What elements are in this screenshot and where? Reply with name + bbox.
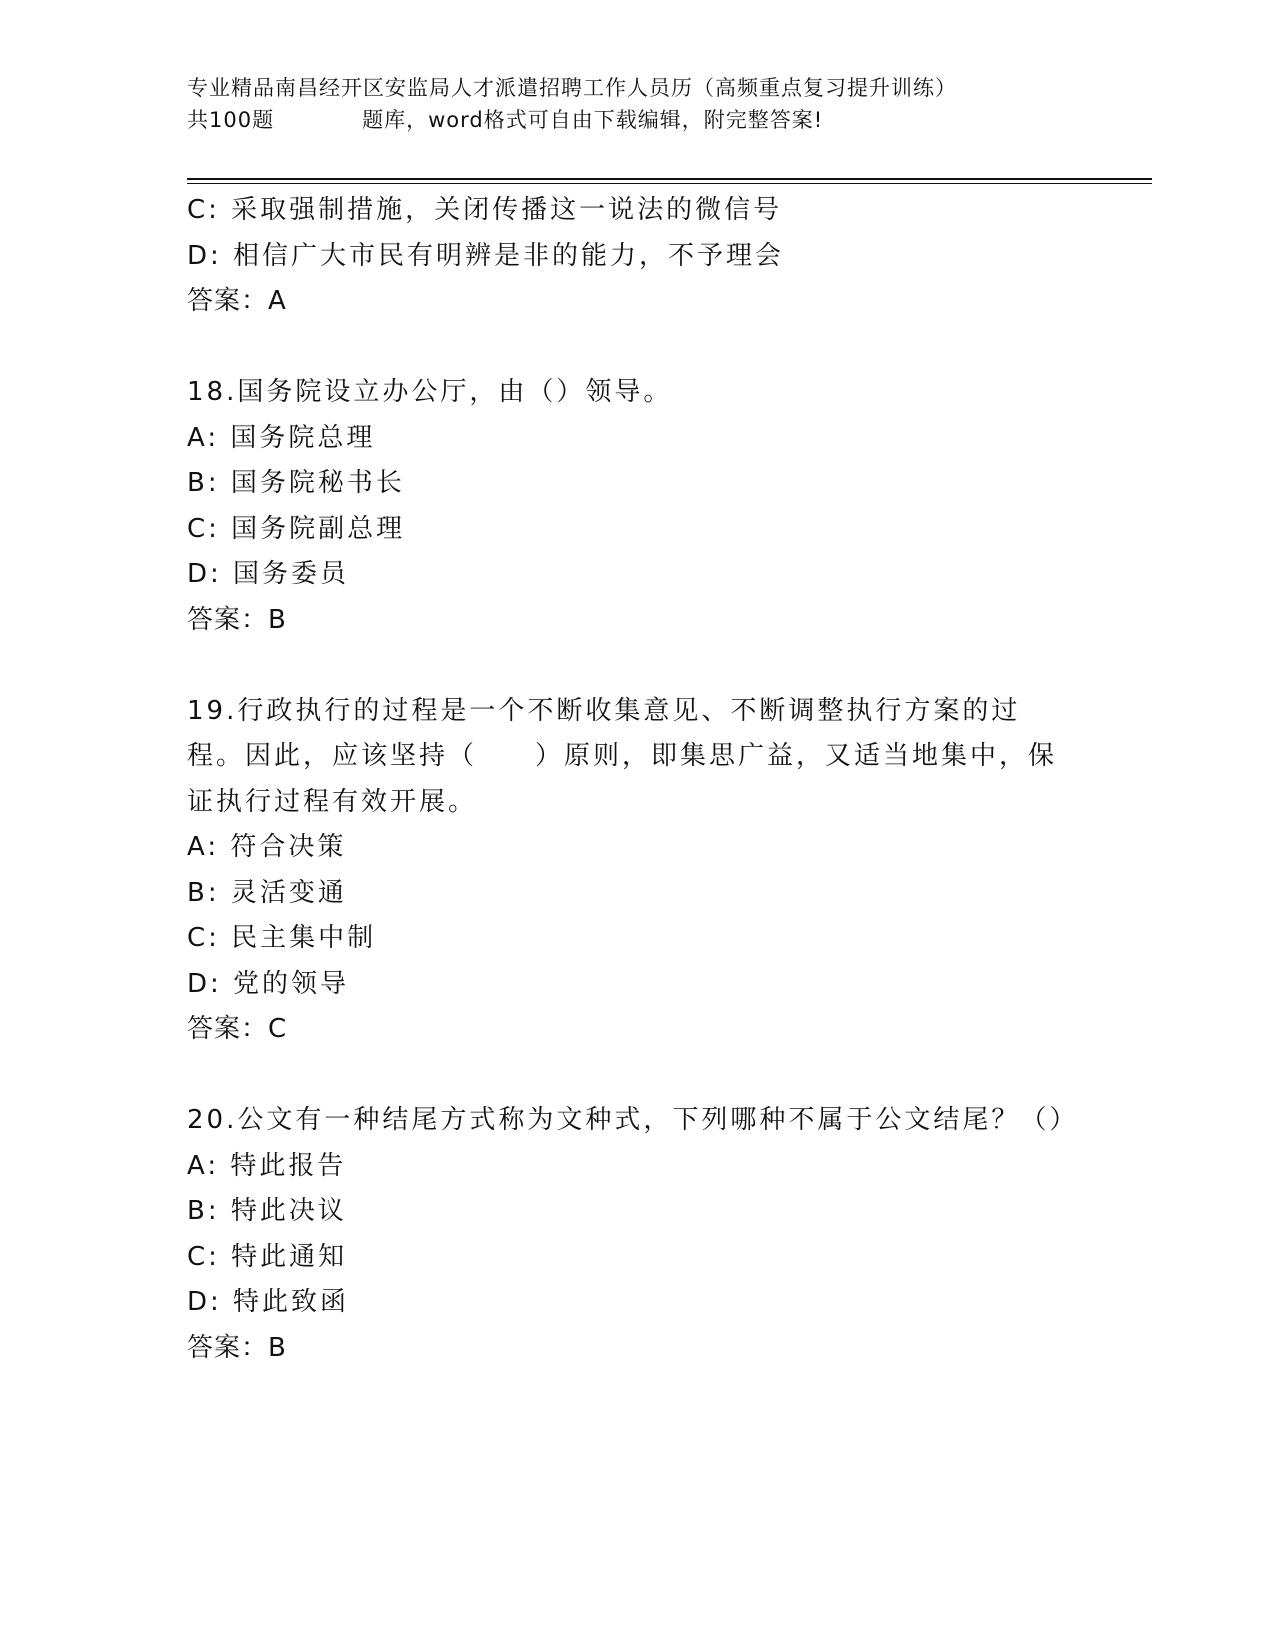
option-d: D: 党的领导 (187, 968, 350, 999)
option-b: B: 特此决议 (187, 1196, 347, 1226)
answer-line: 答案：A (187, 286, 287, 316)
question-stem: 20.公文有一种结尾方式称为文种式，下列哪种不属于公文结尾？（） (187, 1105, 1079, 1135)
answer-line: 答案：B (187, 604, 287, 635)
header-divider (187, 178, 1152, 184)
option-a: A: 符合决策 (187, 832, 347, 862)
question-carryover (187, 188, 1067, 325)
option-c: C: 民主集中制 (187, 923, 377, 953)
question-stem: 18.国务院设立办公厅，由（）领导。 (187, 377, 673, 407)
document-subtitle: 共100题 题库，word格式可自由下载编辑，附完整答案! (187, 108, 824, 132)
answer-line: 答案：C (187, 1014, 288, 1044)
option-d: D: 相信广大市民有明辨是非的能力，不予理会 (187, 240, 785, 271)
question-list (187, 188, 1079, 1371)
question-20 (187, 1098, 1079, 1371)
page-header (187, 72, 1087, 136)
option-d: D: 特此致函 (187, 1287, 350, 1317)
option-c: C: 采取强制措施，关闭传播这一说法的微信号 (187, 195, 783, 225)
question-19 (187, 689, 1067, 1053)
option-b: B: 灵活变通 (187, 877, 347, 908)
option-c: C: 特此通知 (187, 1241, 348, 1272)
question-18 (187, 370, 1067, 643)
option-c: C: 国务院副总理 (187, 513, 406, 544)
option-d: D: 国务委员 (187, 559, 350, 589)
document-title: 专业精品南昌经开区安监局人才派遣招聘工作人员历（高频重点复习提升训练） (187, 76, 957, 100)
question-stem: 19.行政执行的过程是一个不断收集意见、不断调整执行方案的过程。因此，应该坚持（ ）原则，即集思广益，又适当地集中，保证执行过程有效开展。 (187, 695, 1058, 817)
option-a: A: 国务院总理 (187, 422, 376, 453)
answer-line: 答案：B (187, 1332, 287, 1363)
option-b: B: 国务院秘书长 (187, 468, 405, 498)
option-a: A: 特此报告 (187, 1150, 347, 1181)
